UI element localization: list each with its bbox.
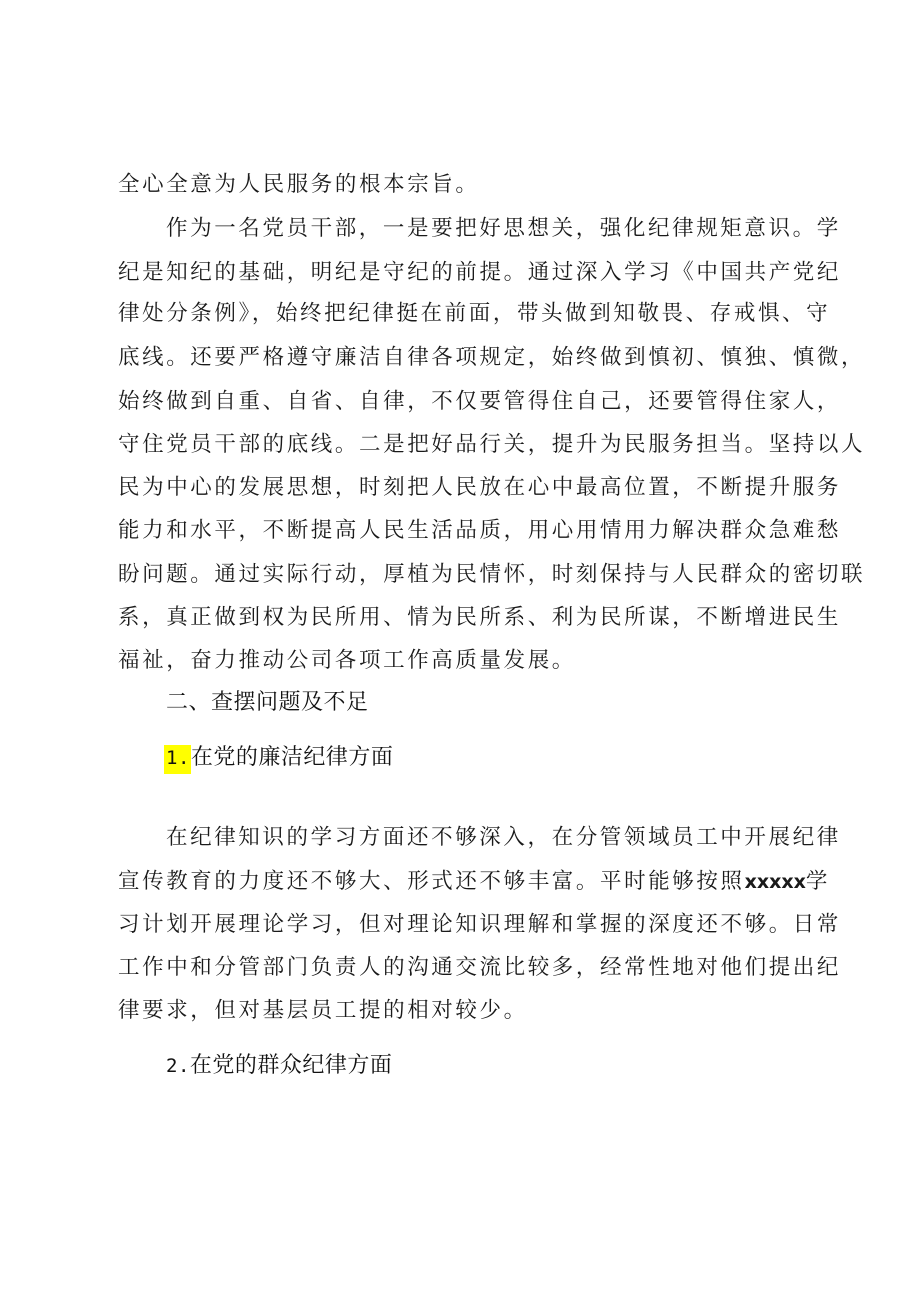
item-heading-1 [166, 747, 393, 769]
paragraph-line: 民为中心的发展思想，时刻把人民放在心中最高位置，不断提升服务 [118, 475, 842, 500]
paragraph-line [118, 871, 830, 893]
paragraph-line: 系，真正做到权为民所用、情为民所系、利为民所谋，不断增进民生 [118, 605, 842, 630]
text-segment: 学 [805, 869, 830, 894]
paragraph-line: 守住党员干部的底线。二是把好品行关，提升为民服务担当。坚持以人 [118, 432, 866, 457]
item-heading-text: 在党的廉洁纪律方面 [190, 745, 394, 770]
paragraph-line: 能力和水平，不断提高人民生活品质，用心用情用力解决群众急难愁 [118, 518, 842, 543]
text-segment: 宣传教育的力度还不够大、形式还不够丰富。平时能够按照 [118, 869, 745, 894]
paragraph-line: 底线。还要严格遵守廉洁自律各项规定，始终做到慎初、慎独、慎微， [118, 345, 866, 370]
paragraph-line: 福祉，奋力推动公司各项工作高质量发展。 [118, 648, 576, 673]
placeholder-text: xxxxx [744, 871, 806, 893]
section-heading: 二、查摆问题及不足 [166, 690, 369, 715]
paragraph-line: 始终做到自重、自省、自律，不仅要管得住自己，还要管得住家人， [118, 389, 842, 414]
highlighted-number: 1. [164, 745, 191, 774]
paragraph-line: 在纪律知识的学习方面还不够深入，在分管领域员工中开展纪律 [166, 825, 841, 850]
item-number: 2. [166, 1055, 190, 1077]
paragraph-line: 纪是知纪的基础，明纪是守纪的前提。通过深入学习《中国共产党纪 [118, 260, 842, 285]
paragraph-line: 习计划开展理论学习，但对理论知识理解和掌握的深度还不够。日常 [118, 912, 842, 937]
item-heading-text: 在党的群众纪律方面 [189, 1053, 393, 1078]
paragraph-line: 盼问题。通过实际行动，厚植为民情怀，时刻保持与人民群众的密切联 [118, 562, 866, 587]
item-heading-2 [166, 1055, 392, 1077]
paragraph-line: 律处分条例》，始终把纪律挺在前面，带头做到知敬畏、存戒惧、守 [118, 301, 831, 326]
paragraph-line: 作为一名党员干部，一是要把好思想关，强化纪律规矩意识。学 [166, 216, 841, 241]
paragraph-line: 全心全意为人民服务的根本宗旨。 [118, 172, 480, 197]
paragraph-line: 律要求，但对基层员工提的相对较少。 [118, 998, 528, 1023]
paragraph-line: 工作中和分管部门负责人的沟通交流比较多，经常性地对他们提出纪 [118, 955, 842, 980]
